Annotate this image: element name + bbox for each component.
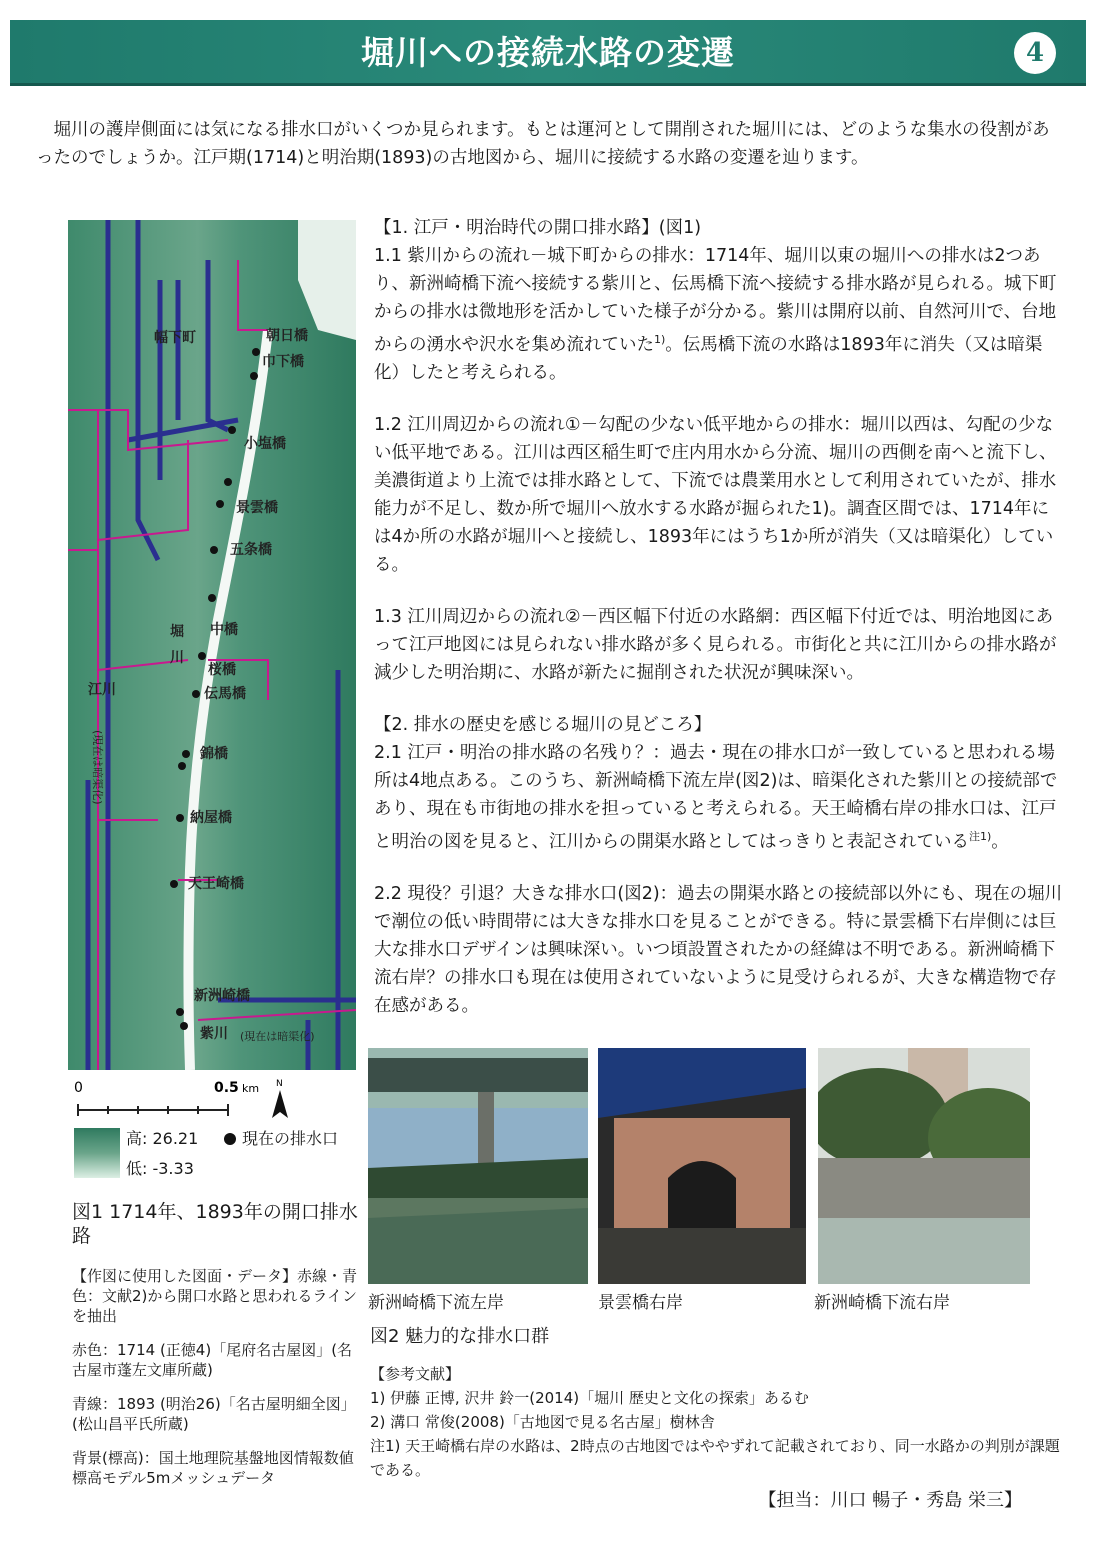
label-shinsuzaki-bridge: 新洲崎橋 (194, 988, 250, 1004)
figure2-caption: 図2 魅力的な排水口群 (370, 1326, 550, 1347)
label-kawa: 川 (170, 650, 184, 666)
para-2-2: 2.2 現役？引退？大きな排水口(図2)：過去の開渠水路との接続部以外にも、現在の堀川で潮位の低い時間帯には大きな排水口を見ることができる。特に景雲橋下右岸側には巨大な排水口デザインは興味深い。いつ頃設置されたかの経緯は不明である。新洲崎橋下流右岸？の排水口も現在は使用されていないように見受けられるが、大きな構造物で存在感がある。 (374, 883, 1063, 1016)
outlet-dot (180, 1022, 188, 1030)
page-header (10, 20, 1086, 86)
references (370, 1362, 1070, 1482)
legend-high: 高: 26.21 (126, 1129, 199, 1148)
intro-paragraph: 堀川の護岸側面には気になる排水口がいくつか見られます。もとは運河として開削された堀川には、どのような集水の役割があったのでしょうか。江戸期(1714)と明治期(1893)の古地図から、堀川に接続する水路の変遷を辿ります。 (36, 120, 1050, 168)
label-sakura-bridge: 桜橋 (208, 662, 236, 678)
legend-outlet (224, 1126, 338, 1149)
north-arrow-icon (272, 1090, 288, 1118)
map-notes (72, 1266, 362, 1502)
outlet-dot (192, 690, 200, 698)
section2-heading: 【2. 排水の歴史を感じる堀川の見どころ】 (374, 714, 712, 735)
label-egawa: 江川 (88, 682, 116, 698)
label-nakashita-bridge: 巾下橋 (262, 354, 304, 370)
page-number-badge: 4 (1014, 32, 1056, 74)
scale-unit: km (242, 1082, 260, 1095)
label-keiun-bridge: 景雲橋 (236, 500, 278, 516)
label-denma-bridge: 伝馬橋 (204, 686, 246, 702)
references-heading: 【参考文献】 (370, 1365, 461, 1383)
legend-outlet-label: 現在の排水口 (242, 1129, 339, 1148)
outlet-dot (216, 500, 224, 508)
label-shikawa-note: (現在は暗渠化) (240, 1030, 315, 1043)
section1-heading: 【1. 江戸・明治時代の開口排水路】(図1) (374, 218, 702, 238)
label-asahi-bridge: 朝日橋 (266, 328, 308, 344)
note-source: 【作図に使用した図面・データ】赤線・青色：文献2)から開口水路と思われるラインを抽出 (72, 1267, 358, 1325)
north-label: N (276, 1079, 283, 1089)
scale-bar (68, 1076, 358, 1126)
label-nishiki-bridge: 錦橋 (200, 746, 228, 762)
outlet-dot (170, 880, 178, 888)
reference-2: 2) 溝口 常俊(2008)「古地図で見る名古屋」樹林舎 (370, 1413, 715, 1431)
elevation-ramp (74, 1128, 120, 1178)
label-naya-bridge: 納屋橋 (190, 810, 232, 826)
para-1-1: 1.1 紫川からの流れ－城下町からの排水：1714年、堀川以東の堀川への排水は2つあり、新洲崎橋下流へ接続する紫川と、伝馬橋下流へ接続する排水路が見られる。城下町からの排水は微地形を活かしていた様子が分かる。紫川は開府以前、自然河川で、台地からの湧水や沢水を集め流れていた$^{1)}$。伝馬橋下流の水路は1893年に消失（又は暗渠化）したと考えられる。 (374, 246, 1057, 383)
scale-ticks (78, 1104, 228, 1116)
para-1-3: 1.3 江川周辺からの流れ②－西区幅下付近の水路網：西区幅下付近では、明治地図にあって江戸地図には見られない排水路が多く見られる。市街化と共に江川からの排水路が減少した明治期に、水路が新たに掘削された状況が興味深い。 (374, 606, 1057, 683)
label-shikawa: 紫川 (200, 1026, 228, 1042)
outlet-dot (210, 546, 218, 554)
outlet-dot (176, 814, 184, 822)
label-koshio-bridge: 小塩橋 (244, 436, 286, 452)
map-figure (68, 220, 356, 1070)
scale-zero: 0 (74, 1080, 83, 1096)
outlet-dot (182, 750, 190, 758)
legend-low: 低: -3.33 (126, 1159, 194, 1178)
label-hori: 堀 (170, 624, 184, 640)
reference-1: 1) 伊藤 正博, 沢井 鈴一(2014)「堀川 歴史と文化の探索」あるむ (370, 1389, 809, 1407)
photo-caption-2: 景雲橋右岸 (598, 1293, 683, 1313)
outlet-dot (228, 426, 236, 434)
photo-keiun-right (598, 1048, 806, 1284)
outlet-dot (176, 1008, 184, 1016)
note-background: 背景(標高)：国土地理院基盤地図情報数値標高モデル5mメッシュデータ (72, 1449, 354, 1487)
main-text (374, 214, 1066, 1020)
outlet-dot (208, 594, 216, 602)
page-title: 堀川への接続水路の変遷 (361, 33, 735, 72)
photo-shinsuzaki-right (818, 1048, 1030, 1284)
para-2-1: 2.1 江戸・明治の排水路の名残り？：過去・現在の排水口が一致していると思われる場所は4地点ある。このうち、新洲崎橋下流左岸(図2)は、暗渠化された紫川との接続部であり、現在も市街地の排水を担っていると考えられる。天王崎橋右岸の排水口は、江戸と明治の図を見ると、江川からの開渠水路としてはっきりと表記されている$^{注1)}$。 (374, 742, 1058, 852)
photo-caption-3: 新洲崎橋下流右岸 (814, 1293, 950, 1313)
outlet-dot (178, 762, 186, 770)
outlet-dot (252, 348, 260, 356)
label-naka-bridge: 中橋 (210, 622, 238, 638)
label-tennozaki-bridge: 天王崎橋 (188, 876, 244, 892)
figure1-caption: 図1 1714年、1893年の開口排水路 (72, 1201, 358, 1247)
para-1-2: 1.2 江川周辺からの流れ①－勾配の少ない低平地からの排水：堀川以西は、勾配の少ない低平地である。江川は西区稲生町で庄内用水から分流、堀川の西側を南へと流下し、美濃街道より上流では排水路として、下流では農業用水として利用されていたが、排水能力が不足し、数か所で堀川へ放水する水路が掘られた1)。調査区間では、1714年には4か所の水路が堀川へと接続し、1893年にはうち1か所が消失（又は暗渠化）している。 (374, 414, 1057, 575)
photo-caption-1: 新洲崎橋下流左岸 (368, 1293, 504, 1313)
scale-half: 0.5 (214, 1080, 239, 1096)
outlet-dot (250, 372, 258, 380)
footnote-1: 注1) 天王崎橋右岸の水路は、2時点の古地図ではややずれて記載されており、同一水路かの判別が課題である。 (370, 1437, 1060, 1479)
author-credit: 【担当：川口 暢子・秀島 栄三】 (758, 1490, 1022, 1511)
photo-shinsuzaki-left (368, 1048, 588, 1284)
outlet-dot (198, 652, 206, 660)
label-gojo-bridge: 五条橋 (230, 542, 272, 558)
map-legend (68, 1124, 368, 1184)
label-egawa-note: (現在は暗渠化) (91, 730, 104, 805)
outlet-dot (224, 478, 232, 486)
map-svg (68, 220, 356, 1070)
note-red: 赤色：1714 (正徳4)「尾府名古屋図」(名古屋市蓬左文庫所蔵) (72, 1341, 353, 1379)
outlet-dot-icon (224, 1133, 236, 1145)
note-blue: 青線：1893 (明治26)「名古屋明細全図」(松山昌平氏所蔵) (72, 1395, 356, 1433)
label-habashita: 幅下町 (154, 330, 196, 346)
